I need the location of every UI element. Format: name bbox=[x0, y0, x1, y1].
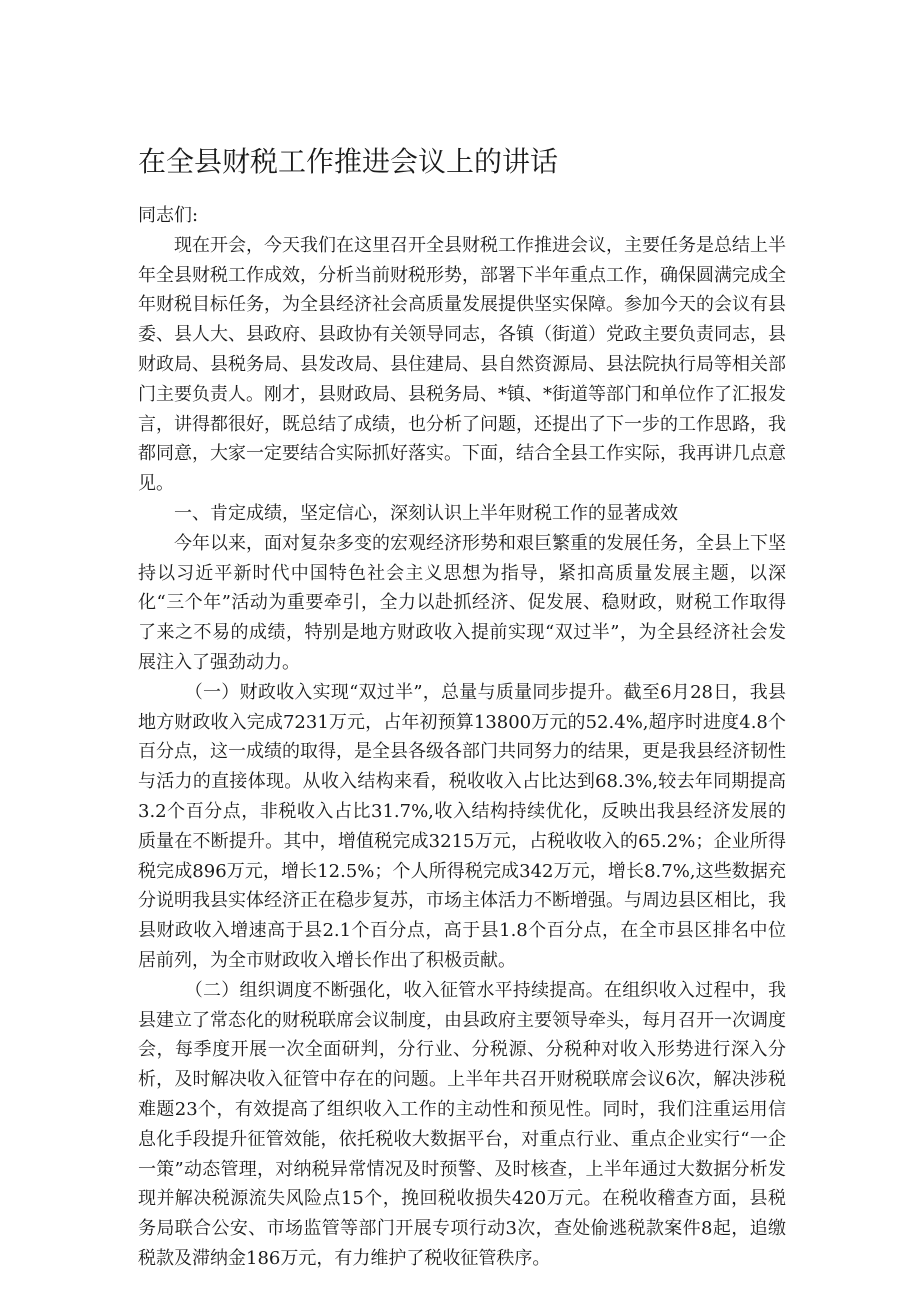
paragraph-opening: 现在开会，今天我们在这里召开全县财税工作推进会议，主要任务是总结上半年全县财税工作成效，分析当前财税形势，部署下半年重点工作，确保圆满完成全年财税目标任务，为全县经济社会高质量发展提供坚实保障。参加今天的会议有县委、县人大、县政府、县政协有关领导同志，各镇（街道）党政主要负责同志，县财政局、县税务局、县发改局、县住建局、县自然资源局、县法院执行局等相关部门主要负责人。刚才，县财政局、县税务局、*镇、*街道等部门和单位作了汇报发言，讲得都很好，既总结了成绩，也分析了问题，还提出了下一步的工作思路，我都同意，大家一定要结合实际抓好落实。下面，结合全县工作实际，我再讲几点意见。 bbox=[138, 234, 786, 495]
salutation: 同志们: bbox=[138, 205, 199, 226]
document-body bbox=[138, 201, 786, 1274]
section-heading-one: 一、肯定成绩，坚定信心，深刻认识上半年财税工作的显著成效 bbox=[174, 502, 678, 524]
paragraph-subsection-one: （一）财政收入实现“双过半”，总量与质量同步提升。截至6月28日，我县地方财政收入完成7231万元，占年初预算13800万元的52.4%,超序时进度4.8个百分点，这一成绩的取得，是全县各级各部门共同努力的结果，更是我县经济韧性与活力的直接体现。从收入结构来看，税收收入占比达到68.3%,较去年同期提高3.2个百分点，非税收入占比31.7%,收入结构持续优化，反映出我县经济发展的质量在不断提升。其中，增值税完成3215万元，占税收收入的65.2%；企业所得税完成896万元，增长12.5%；个人所得税完成342万元，增长8.7%,这些数据充分说明我县实体经济正在稳步复苏，市场主体活力不断增强。与周边县区相比，我县财政收入增速高于县2.1个百分点，高于县1.8个百分点，在全市县区排名中位居前列，为全市财政收入增长作出了积极贡献。 bbox=[138, 681, 786, 971]
paragraph-section-one-intro: 今年以来，面对复杂多变的宏观经济形势和艰巨繁重的发展任务，全县上下坚持以习近平新时代中国特色社会主义思想为指导，紧扣高质量发展主题，以深化“三个年”活动为重要牵引，全力以赴抓经济、促发展、稳财政，财税工作取得了来之不易的成绩，特别是地方财政收入提前实现“双过半”，为全县经济社会发展注入了强劲动力。 bbox=[138, 532, 786, 673]
paragraph-subsection-two: （二）组织调度不断强化，收入征管水平持续提高。在组织收入过程中，我县建立了常态化的财税联席会议制度，由县政府主要领导牵头，每月召开一次调度会，每季度开展一次全面研判，分行业、分税源、分税种对收入形势进行深入分析，及时解决收入征管中存在的问题。上半年共召开财税联席会议6次，解决涉税难题23个，有效提高了组织收入工作的主动性和预见性。同时，我们注重运用信息化手段提升征管效能，依托税收大数据平台，对重点行业、重点企业实行“一企一策”动态管理，对纳税异常情况及时预警、及时核查，上半年通过大数据分析发现并解决税源流失风险点15个，挽回税收损失420万元。在税收稽查方面，县税务局联合公安、市场监管等部门开展专项行动3次，查处偷逃税款案件8起，追缴税款及滞纳金186万元，有力维护了税收征管秩序。 bbox=[138, 979, 786, 1269]
document-title: 在全县财税工作推进会议上的讲话 bbox=[138, 145, 559, 178]
